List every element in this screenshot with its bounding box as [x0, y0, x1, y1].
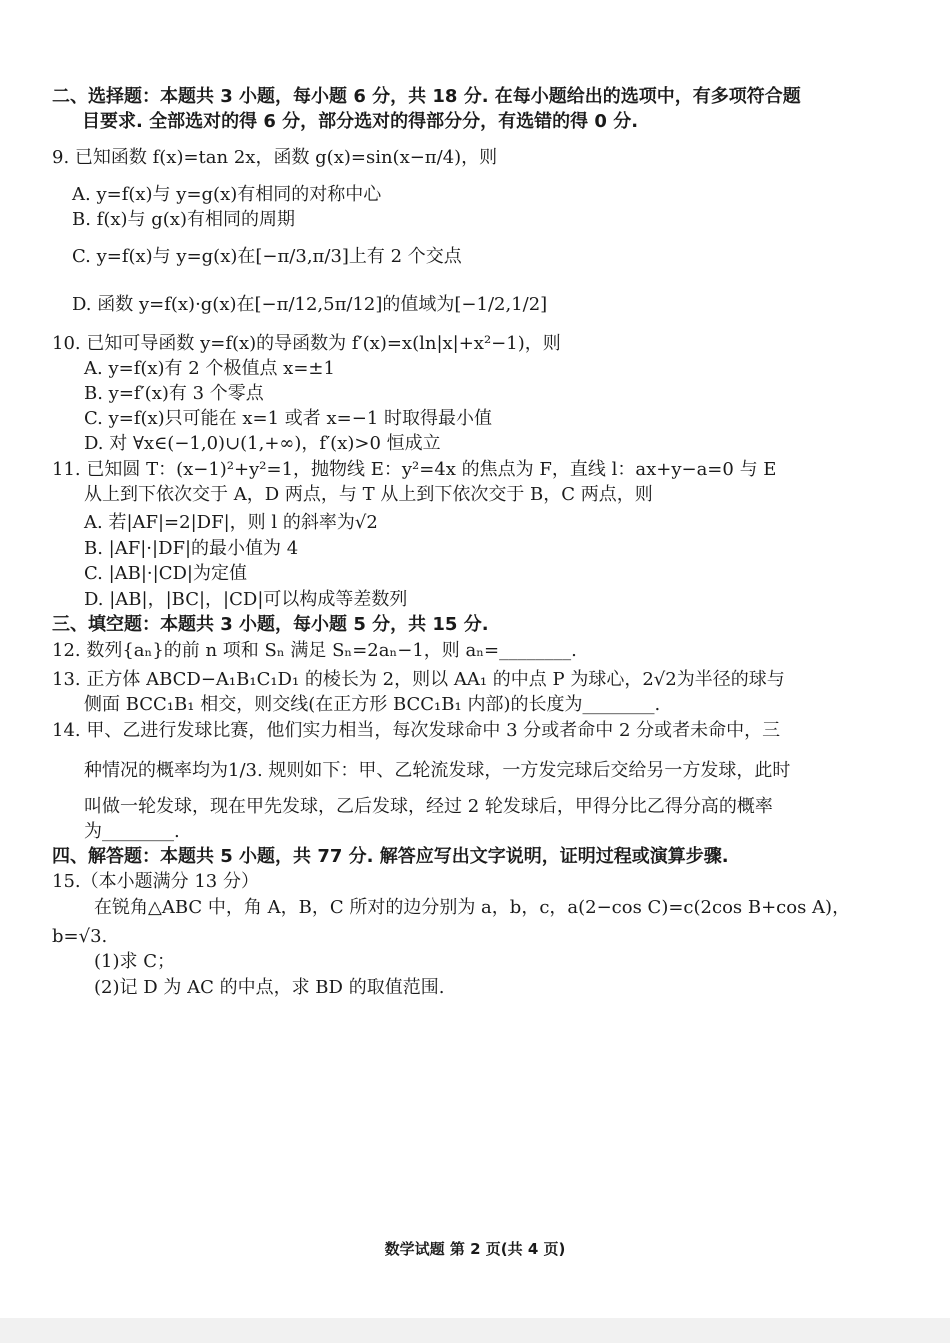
section-4-heading: 四、解答题：本题共 5 小题，共 77 分. 解答应写出文字说明，证明过程或演算步骤. — [52, 846, 729, 867]
question-9-option-d: D. 函数 y=f(x)·g(x)在[−π/12,5π/12]的值域为[−1/2,1/2] — [72, 294, 548, 315]
question-15-stem: 15.（本小题满分 13 分） — [52, 871, 259, 892]
question-14-line2: 种情况的概率均为1/3. 规则如下：甲、乙轮流发球，一方发完球后交给另一方发球，此时 — [84, 760, 791, 781]
question-10-option-d: D. 对 ∀x∈(−1,0)∪(1,+∞)，f′(x)>0 恒成立 — [84, 433, 441, 454]
question-15-line1: 在锐角△ABC 中，角 A，B，C 所对的边分别为 a，b，c，a(2−cos C)=c(2cos B+cos A)， — [94, 897, 851, 918]
question-15-part-1: (1)求 C； — [94, 951, 175, 972]
question-13-line2: 侧面 BCC₁B₁ 相交，则交线(在正方形 BCC₁B₁ 内部)的长度为________. — [84, 694, 661, 715]
question-13-line1: 13. 正方体 ABCD−A₁B₁C₁D₁ 的棱长为 2，则以 AA₁ 的中点 P 为球心，2√2为半径的球与 — [52, 669, 785, 690]
section-2-heading-line1: 二、选择题：本题共 3 小题，每小题 6 分，共 18 分. 在每小题给出的选项中，有多项符合题 — [52, 86, 801, 107]
question-10-stem: 10. 已知可导函数 y=f(x)的导函数为 f′(x)=x(ln|x|+x²−1)，则 — [52, 333, 561, 354]
question-9-option-c: C. y=f(x)与 y=g(x)在[−π/3,π/3]上有 2 个交点 — [72, 246, 462, 267]
question-15-part-2: (2)记 D 为 AC 的中点，求 BD 的取值范围. — [94, 977, 445, 998]
question-11-stem-line1: 11. 已知圆 T：(x−1)²+y²=1，抛物线 E：y²=4x 的焦点为 F，直线 l：ax+y−a=0 与 E — [52, 459, 777, 480]
question-9-option-a: A. y=f(x)与 y=g(x)有相同的对称中心 — [72, 184, 382, 205]
page-footer: 数学试题 第 2 页(共 4 页) — [384, 1240, 566, 1258]
question-14-line3: 叫做一轮发球，现在甲先发球，乙后发球，经过 2 轮发球后，甲得分比乙得分高的概率 — [84, 796, 773, 817]
question-11-option-b: B. |AF|·|DF|的最小值为 4 — [84, 538, 299, 559]
question-11-option-a: A. 若|AF|=2|DF|，则 l 的斜率为√2 — [84, 512, 378, 533]
question-9-stem: 9. 已知函数 f(x)=tan 2x，函数 g(x)=sin(x−π/4)，则 — [52, 147, 498, 168]
question-14-line1: 14. 甲、乙进行发球比赛，他们实力相当，每次发球命中 3 分或者命中 2 分或者未命中，三 — [52, 720, 781, 741]
question-15-line2: b=√3. — [52, 926, 108, 947]
section-2-heading-line2: 目要求. 全部选对的得 6 分，部分选对的得部分分，有选错的得 0 分. — [82, 111, 639, 132]
section-3-heading: 三、填空题：本题共 3 小题，每小题 5 分，共 15 分. — [52, 614, 489, 635]
question-10-option-a: A. y=f(x)有 2 个极值点 x=±1 — [84, 358, 335, 379]
question-10-option-b: B. y=f′(x)有 3 个零点 — [84, 383, 264, 404]
question-11-option-d: D. |AB|，|BC|，|CD|可以构成等差数列 — [84, 589, 408, 610]
question-14-line4: 为________. — [84, 821, 180, 842]
question-10-option-c: C. y=f(x)只可能在 x=1 或者 x=−1 时取得最小值 — [84, 408, 493, 429]
question-12: 12. 数列{aₙ}的前 n 项和 Sₙ 满足 Sₙ=2aₙ−1，则 aₙ=________. — [52, 640, 577, 661]
scan-bottom-band — [0, 1318, 950, 1343]
question-11-stem-line2: 从上到下依次交于 A，D 两点，与 T 从上到下依次交于 B，C 两点，则 — [84, 484, 653, 505]
question-9-option-b: B. f(x)与 g(x)有相同的周期 — [72, 209, 295, 230]
question-11-option-c: C. |AB|·|CD|为定值 — [84, 563, 247, 584]
